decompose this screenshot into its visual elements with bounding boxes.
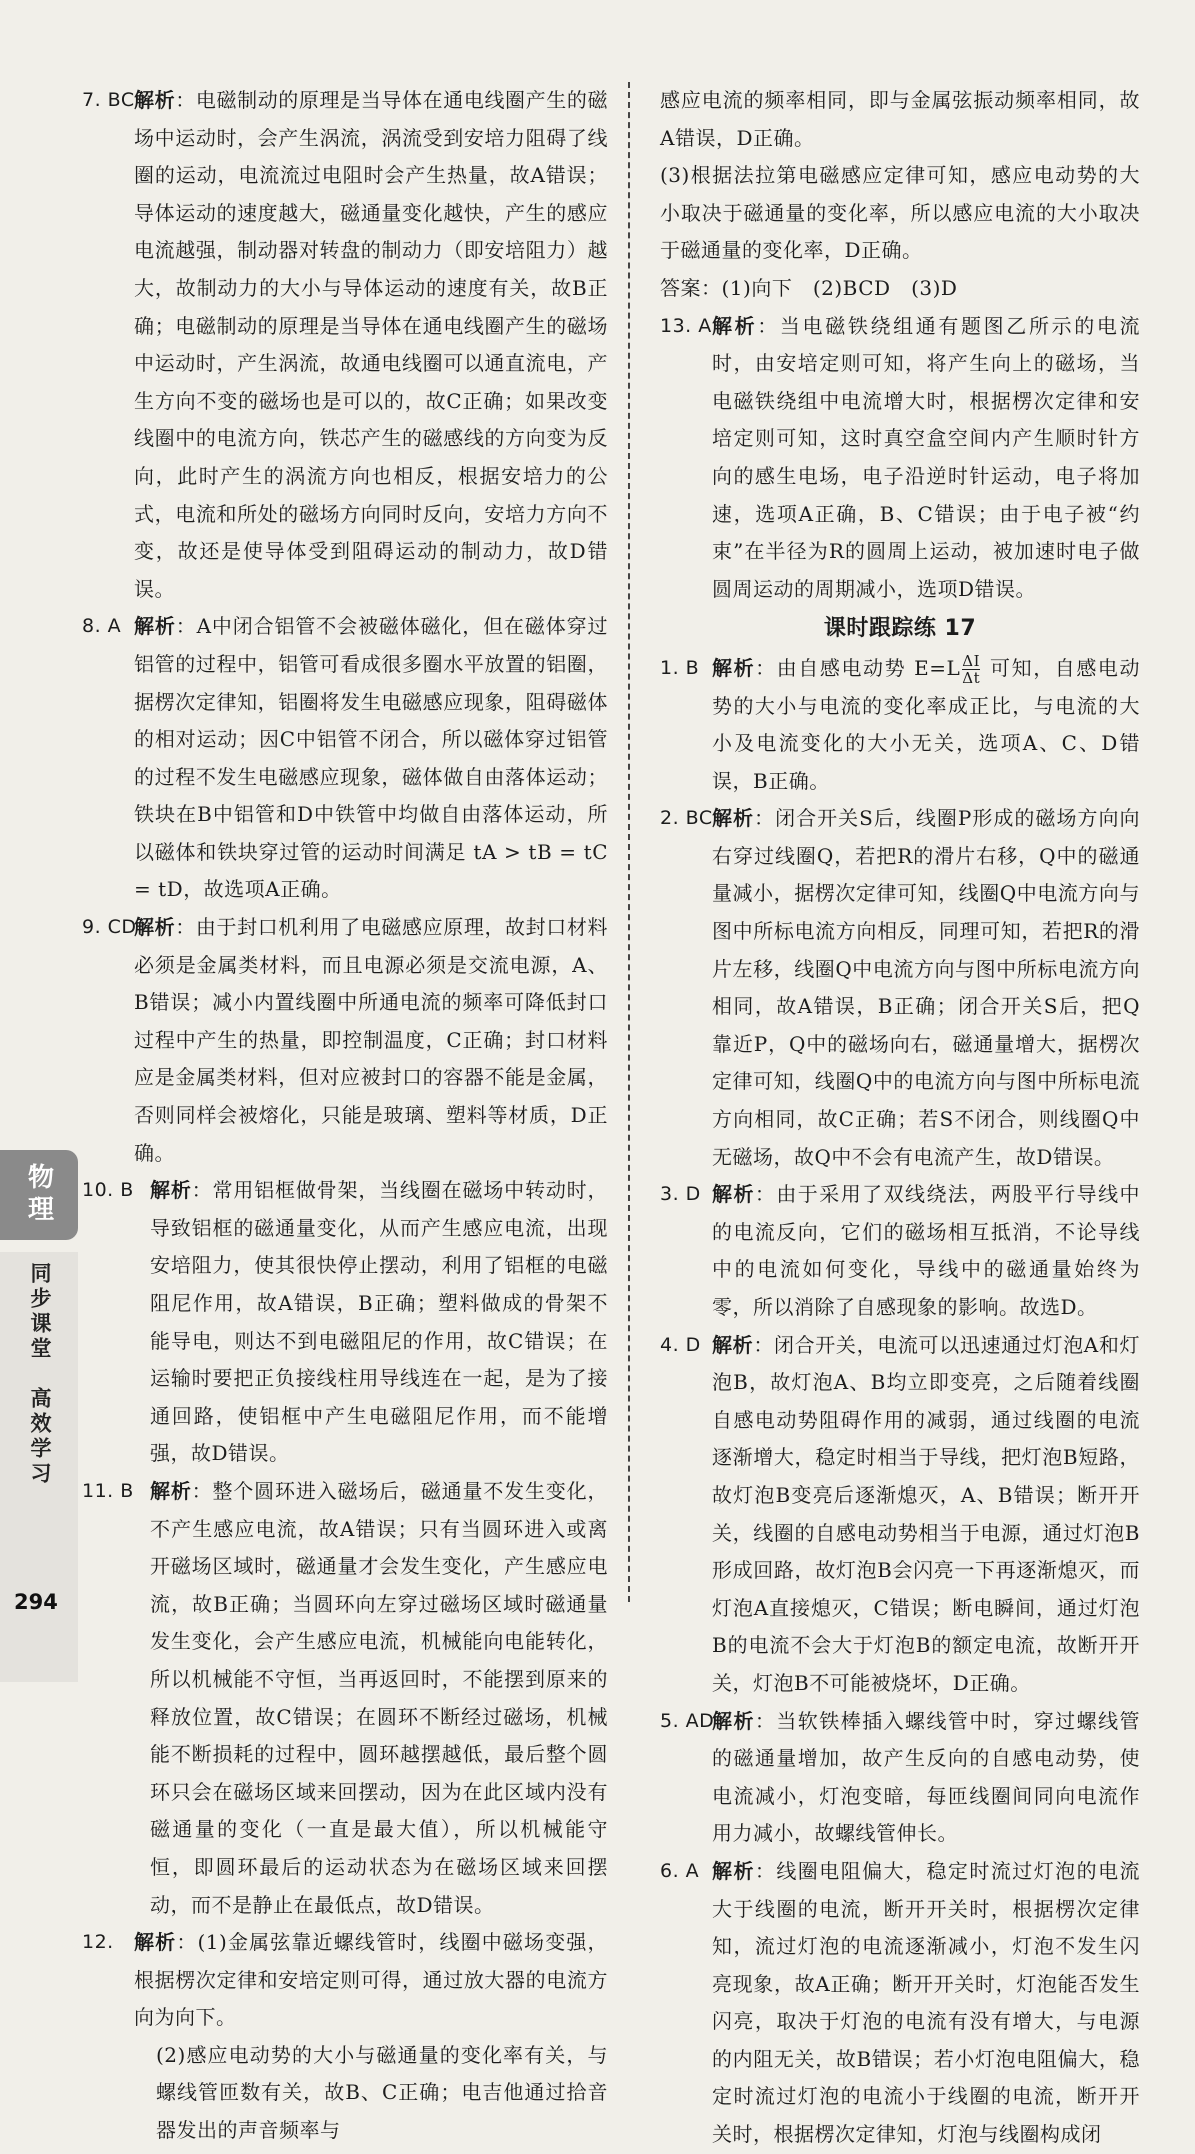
practice-answer-2 xyxy=(660,800,1140,1176)
answer-number: 4. D xyxy=(660,1333,701,1356)
analysis-label: 解析 xyxy=(150,1178,192,1203)
answer-7 xyxy=(82,82,608,608)
answer-12 xyxy=(82,1924,608,2150)
answer-12-continued: 感应电流的频率相同，即与金属弦振动频率相同，故A错误，D正确。 xyxy=(660,88,1140,150)
answer-number: 3. D xyxy=(660,1183,701,1206)
answer-9 xyxy=(82,909,608,1172)
answer-number: 11. B xyxy=(82,1479,134,1502)
answer-number: 5. AD xyxy=(660,1709,715,1732)
left-column xyxy=(82,82,608,2150)
practice-answer-4 xyxy=(660,1327,1140,1703)
answer-number: 10. B xyxy=(82,1179,134,1202)
answer-text: ：电磁制动的原理是当导体在通电线圈产生的磁场中运动时，会产生涡流，涡流受到安培力阻碍了线圈的运动，电流流过电阻时会产生热量，故A错误；导体运动的速度越大，磁通量变化越快，产生的感应电流越强，制动器对转盘的制动力（即安培阻力）越大，故制动力的大小与导体运动的速度有关，故B正确；电磁制动的原理是当导体在通电线圈产生的磁场中运动时，产生涡流，故通电线圈可以通直流电，产生方向不变的磁场也是可以的，故C正确；如果改变线圈中的电流方向，铁芯产生的磁感线的方向变为反向，此时产生的涡流方向也相反，根据安培力的公式，电流和所处的磁场方向同时反向，安培力方向不变，故还是使导体受到阻碍运动的制动力，故D错误。 xyxy=(134,88,609,601)
answer-number: 7. BC xyxy=(82,89,135,111)
fraction-numerator: ΔI xyxy=(962,651,981,670)
answer-text: ：A中闭合铝管不会被磁体磁化，但在磁体穿过铝管的过程中，铝管可看成很多圈水平放置的铝圈，据楞次定律知，铝圈将发生电磁感应现象，阻碍磁体的相对运动；因C中铝管不闭合，所以磁体穿过铝管的过程不发生电磁感应现象，磁体做自由落体运动；铁块在B中铝管和D中铁管中均做自由落体运动，所以磁体和铁块穿过管的运动时间满足 tA > tB = tC = tD，故选项A正确。 xyxy=(134,614,608,902)
right-column xyxy=(660,82,1140,2154)
practice-answer-5 xyxy=(660,1703,1140,1853)
analysis-label: 解析 xyxy=(712,1708,755,1733)
practice-answer-6 xyxy=(660,1853,1140,2154)
analysis-label: 解析 xyxy=(712,1182,755,1207)
section-title: 课时跟踪练 17 xyxy=(823,616,977,642)
answer-number: 2. BC xyxy=(660,807,713,830)
analysis-label: 解析 xyxy=(712,313,758,338)
answer-13 xyxy=(660,308,1140,609)
column-divider xyxy=(628,82,630,1602)
analysis-label: 解析 xyxy=(150,1478,192,1503)
answer-text: ：闭合开关，电流可以迅速通过灯泡A和灯泡B，故灯泡A、B均立即变亮，之后随着线圈自感电动势阻碍作用的减弱，通过线圈的电流逐渐增大，稳定时相当于导线，把灯泡B短路，故灯泡B变亮后逐渐熄灭，A、B错误；断开开关，线圈的自感电动势相当于电源，通过灯泡B形成回路，故灯泡B会闪亮一下再逐渐熄灭，而灯泡A直接熄灭，C错误；断电瞬间，通过灯泡B的电流不会大于灯泡B的额定电流，故断开开关，灯泡B不可能被烧坏，D正确。 xyxy=(712,1332,1140,1695)
fraction xyxy=(962,653,980,686)
analysis-label: 解析 xyxy=(712,655,756,680)
series-title: 同步课堂 高效学习 xyxy=(28,1262,52,1487)
analysis-label: 解析 xyxy=(134,614,176,639)
answer-text-rest: 可知，自感电动势的大小与电流的变化率成正比，与电流的大小及电流变化的大小无关，选项A、C、D错误，B正确。 xyxy=(712,655,1141,793)
answer-11 xyxy=(82,1473,608,1924)
answer-text: ：线圈电阻偏大，稳定时流过灯泡的电流大于线圈的电流，断开开关时，根据楞次定律知，流过灯泡的电流逐渐减小，灯泡不发生闪亮现象，故A正确；断开开关时，灯泡能否发生闪亮，取决于灯泡的电流有没有增大，与电源的内阻无关，故B错误；若小灯泡电阻偏大，稳定时流过灯泡的电流小于线圈的电流，断开开关时，根据楞次定律知，灯泡与线圈构成闭 xyxy=(712,1858,1141,2147)
answer-text: ：由自感电动势 E=L xyxy=(755,655,961,680)
answer-text: ：闭合开关S后，线圈P形成的磁场方向向右穿过线圈Q，若把R的滑片右移，Q中的磁通量减小，据楞次定律可知，线圈Q中电流方向与图中所标电流方向相反，同理可知，若把R的滑片左移，线圈Q中电流方向与图中所标电流方向相同，故A错误，B正确；闭合开关S后，把Q靠近P，Q中的磁场向右，磁通量增大，据楞次定律可知，线圈Q中的电流方向与图中所标电流方向相同，故C正确；若S不闭合，则线圈Q中无磁场，故Q中不会有电流产生，故D错误。 xyxy=(712,806,1141,1169)
answer-number: 12. xyxy=(82,1931,114,1954)
answer-text: ：当软铁棒插入螺线管中时，穿过螺线管的磁通量增加，故产生反向的自感电动势，使电流减小，灯泡变暗，每匝线圈间同向电流作用力减小，故螺线管伸长。 xyxy=(712,1708,1141,1846)
practice-answer-3 xyxy=(660,1176,1140,1326)
analysis-label: 解析 xyxy=(712,1858,755,1883)
analysis-label: 解析 xyxy=(134,915,176,940)
analysis-label: 解析 xyxy=(134,88,176,112)
answer-text: ：常用铝框做骨架，当线圈在磁场中转动时，导致铝框的磁通量变化，从而产生感应电流，出现安培阻力，使其很快停止摆动，利用了铝框的电磁阻尼作用，故A错误，B正确；塑料做成的骨架不能导电，则达不到电磁阻尼的作用，故C错误；在运输时要把正负接线柱用导线连在一起，是为了接通回路，使铝框中产生电磁阻尼作用，而不能增强，故D错误。 xyxy=(150,1178,609,1466)
answer-number: 9. CD xyxy=(82,916,137,939)
answer-12-part3: (3)根据法拉第电磁感应定律可知，感应电动势的大小取决于磁通量的变化率，所以感应电流的大小取决于磁通量的变化率，D正确。 xyxy=(660,163,1140,263)
answer-text: ：由于封口机利用了电磁感应原理，故封口材料必须是金属类材料，而且电源必须是交流电源，A、B错误；减小内置线圈中所通电流的频率可降低封口过程中产生的热量，即控制温度，C正确；封口材料应是金属类材料，但对应被封口的容器不能是金属，否则同样会被熔化，只能是玻璃、塑料等材质，D正确。 xyxy=(134,915,609,1165)
answer-text-part2: (2)感应电动势的大小与磁通量的变化率有关，与螺线管匝数有关，故B、C正确；电吉他通过拾音器发出的声音频率与 xyxy=(156,2042,608,2143)
page-number: 294 xyxy=(14,1590,58,1614)
practice-answer-1 xyxy=(660,650,1140,800)
answer-number: 6. A xyxy=(660,1859,700,1882)
answer-10 xyxy=(82,1172,608,1473)
answer-number: 8. A xyxy=(82,615,122,638)
analysis-label: 解析 xyxy=(712,1332,754,1357)
subject-tab: 物理 xyxy=(0,1150,78,1240)
analysis-label: 解析 xyxy=(134,1930,177,1955)
answer-text: ：当电磁铁绕组通有题图乙所示的电流时，由安培定则可知，将产生向上的磁场，当电磁铁绕组中电流增大时，根据楞次定律和安培定则可知，这时真空盒空间内产生顺时针方向的感生电场，电子沿逆时针运动，电子将加速，选项A正确，B、C错误；由于电子被“约束”在半径为R的圆周上运动，被加速时电子做圆周运动的周期减小，选项D错误。 xyxy=(712,313,1141,601)
analysis-label: 解析 xyxy=(712,806,755,831)
answer-number: 1. B xyxy=(660,656,700,679)
answer-12-final: 答案：(1)向下 (2)BCD (3)D xyxy=(660,275,958,300)
answer-text: ：(1)金属弦靠近螺线管时，线圈中磁场变强，根据楞次定律和安培定则可得，通过放大器的电流方向为向下。 xyxy=(134,1930,608,2030)
answer-text: ：由于采用了双线绕法，两股平行导线中的电流反向，它们的磁场相互抵消，不论导线中的电流如何变化，导线中的磁通量始终为零，所以消除了自感现象的影响。故选D。 xyxy=(712,1182,1141,1319)
answer-8 xyxy=(82,608,608,909)
fraction-denominator: Δt xyxy=(962,668,981,687)
answer-text: ：整个圆环进入磁场后，磁通量不发生变化，不产生感应电流，故A错误；只有当圆环进入或离开磁场区域时，磁通量才会发生变化，产生感应电流，故B正确；当圆环向左穿过磁场区域时磁通量发生变化，会产生感应电流，机械能向电能转化，所以机械能不守恒，当再返回时，不能摆到原来的释放位置，故C错误；在圆环不断经过磁场，机械能不断损耗的过程中，圆环越摆越低，最后整个圆环只会在磁场区域来回摆动，因为在此区域内没有磁通量的变化（一直是最大值），所以机械能守恒，即圆环最后的运动状态为在磁场区域来回摆动，而不是静止在最低点，故D错误。 xyxy=(150,1478,609,1917)
answer-number: 13. A xyxy=(660,314,712,337)
